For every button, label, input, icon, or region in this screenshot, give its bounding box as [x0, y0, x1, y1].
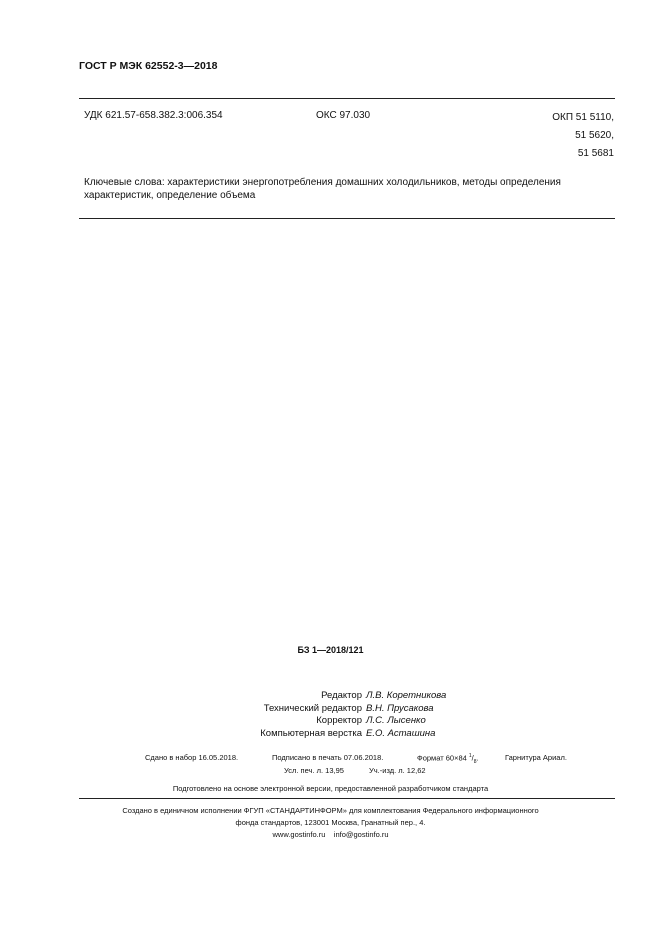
okp-code-2: 51 5620,: [575, 130, 614, 141]
footer-line-2: фонда стандартов, 123001 Москва, Гранатный пер., 4.: [235, 818, 426, 827]
credit-role: Компьютерная верстка: [260, 727, 362, 739]
print-uch: Уч.-изд. л. 12,62: [369, 766, 426, 775]
print-font: Гарнитура Ариал.: [505, 753, 567, 762]
footer-contacts: [0, 830, 661, 839]
email-link[interactable]: info@gostinfo.ru: [333, 830, 389, 839]
okp-code-1: ОКП 51 5110,: [552, 112, 614, 123]
format-denominator: 8: [473, 759, 477, 765]
credit-name: Л.В. Коретникова: [366, 690, 447, 701]
standard-code: ГОСТ Р МЭК 62552-3—2018: [79, 60, 218, 72]
print-usl: Усл. печ. л. 13,95: [284, 766, 344, 775]
prepared-note: Подготовлено на основе электронной версии, предоставленной разработчиком стандарта: [172, 784, 489, 793]
credit-editor: [0, 690, 661, 703]
credit-name: В.Н. Прусакова: [366, 702, 434, 714]
credit-layout: [0, 728, 661, 741]
okp-codes: [552, 109, 614, 163]
udk-code: УДК 621.57-658.382.3:006.354: [84, 110, 223, 121]
credits-block: [0, 690, 661, 740]
credit-name: Л.С. Лысенко: [366, 715, 426, 726]
bz-number: БЗ 1—2018/121: [297, 645, 364, 655]
print-format: Формат 60×84 $^1/_8$.: [417, 753, 479, 765]
credit-tech-editor: [0, 703, 661, 716]
print-format-prefix: Формат 60×84: [417, 753, 467, 763]
footer-divider: [79, 798, 615, 799]
keywords-divider: [79, 218, 615, 219]
top-divider: [79, 98, 615, 99]
credit-role: Редактор: [321, 690, 362, 701]
credit-role: Технический редактор: [263, 702, 362, 714]
keywords: Ключевые слова: характеристики энергопотребления домашних холодильников, методы определения характеристик, определение объема: [84, 177, 561, 201]
website-link[interactable]: www.gostinfo.ru: [272, 830, 326, 839]
credit-name: Е.О. Асташина: [366, 727, 436, 739]
credit-role: Корректор: [316, 715, 362, 726]
print-signed: Подписано в печать 07.06.2018.: [272, 753, 384, 762]
footer-line-1: Создано в единичном исполнении ФГУП «СТАНДАРТИНФОРМ» для комплектования Федерального информационного: [122, 806, 539, 815]
credit-corrector: [0, 715, 661, 728]
okp-code-3: 51 5681: [577, 148, 614, 159]
format-numerator: 1: [468, 753, 472, 759]
oks-code: ОКС 97.030: [316, 110, 371, 121]
print-submitted: Сдано в набор 16.05.2018.: [145, 753, 239, 762]
